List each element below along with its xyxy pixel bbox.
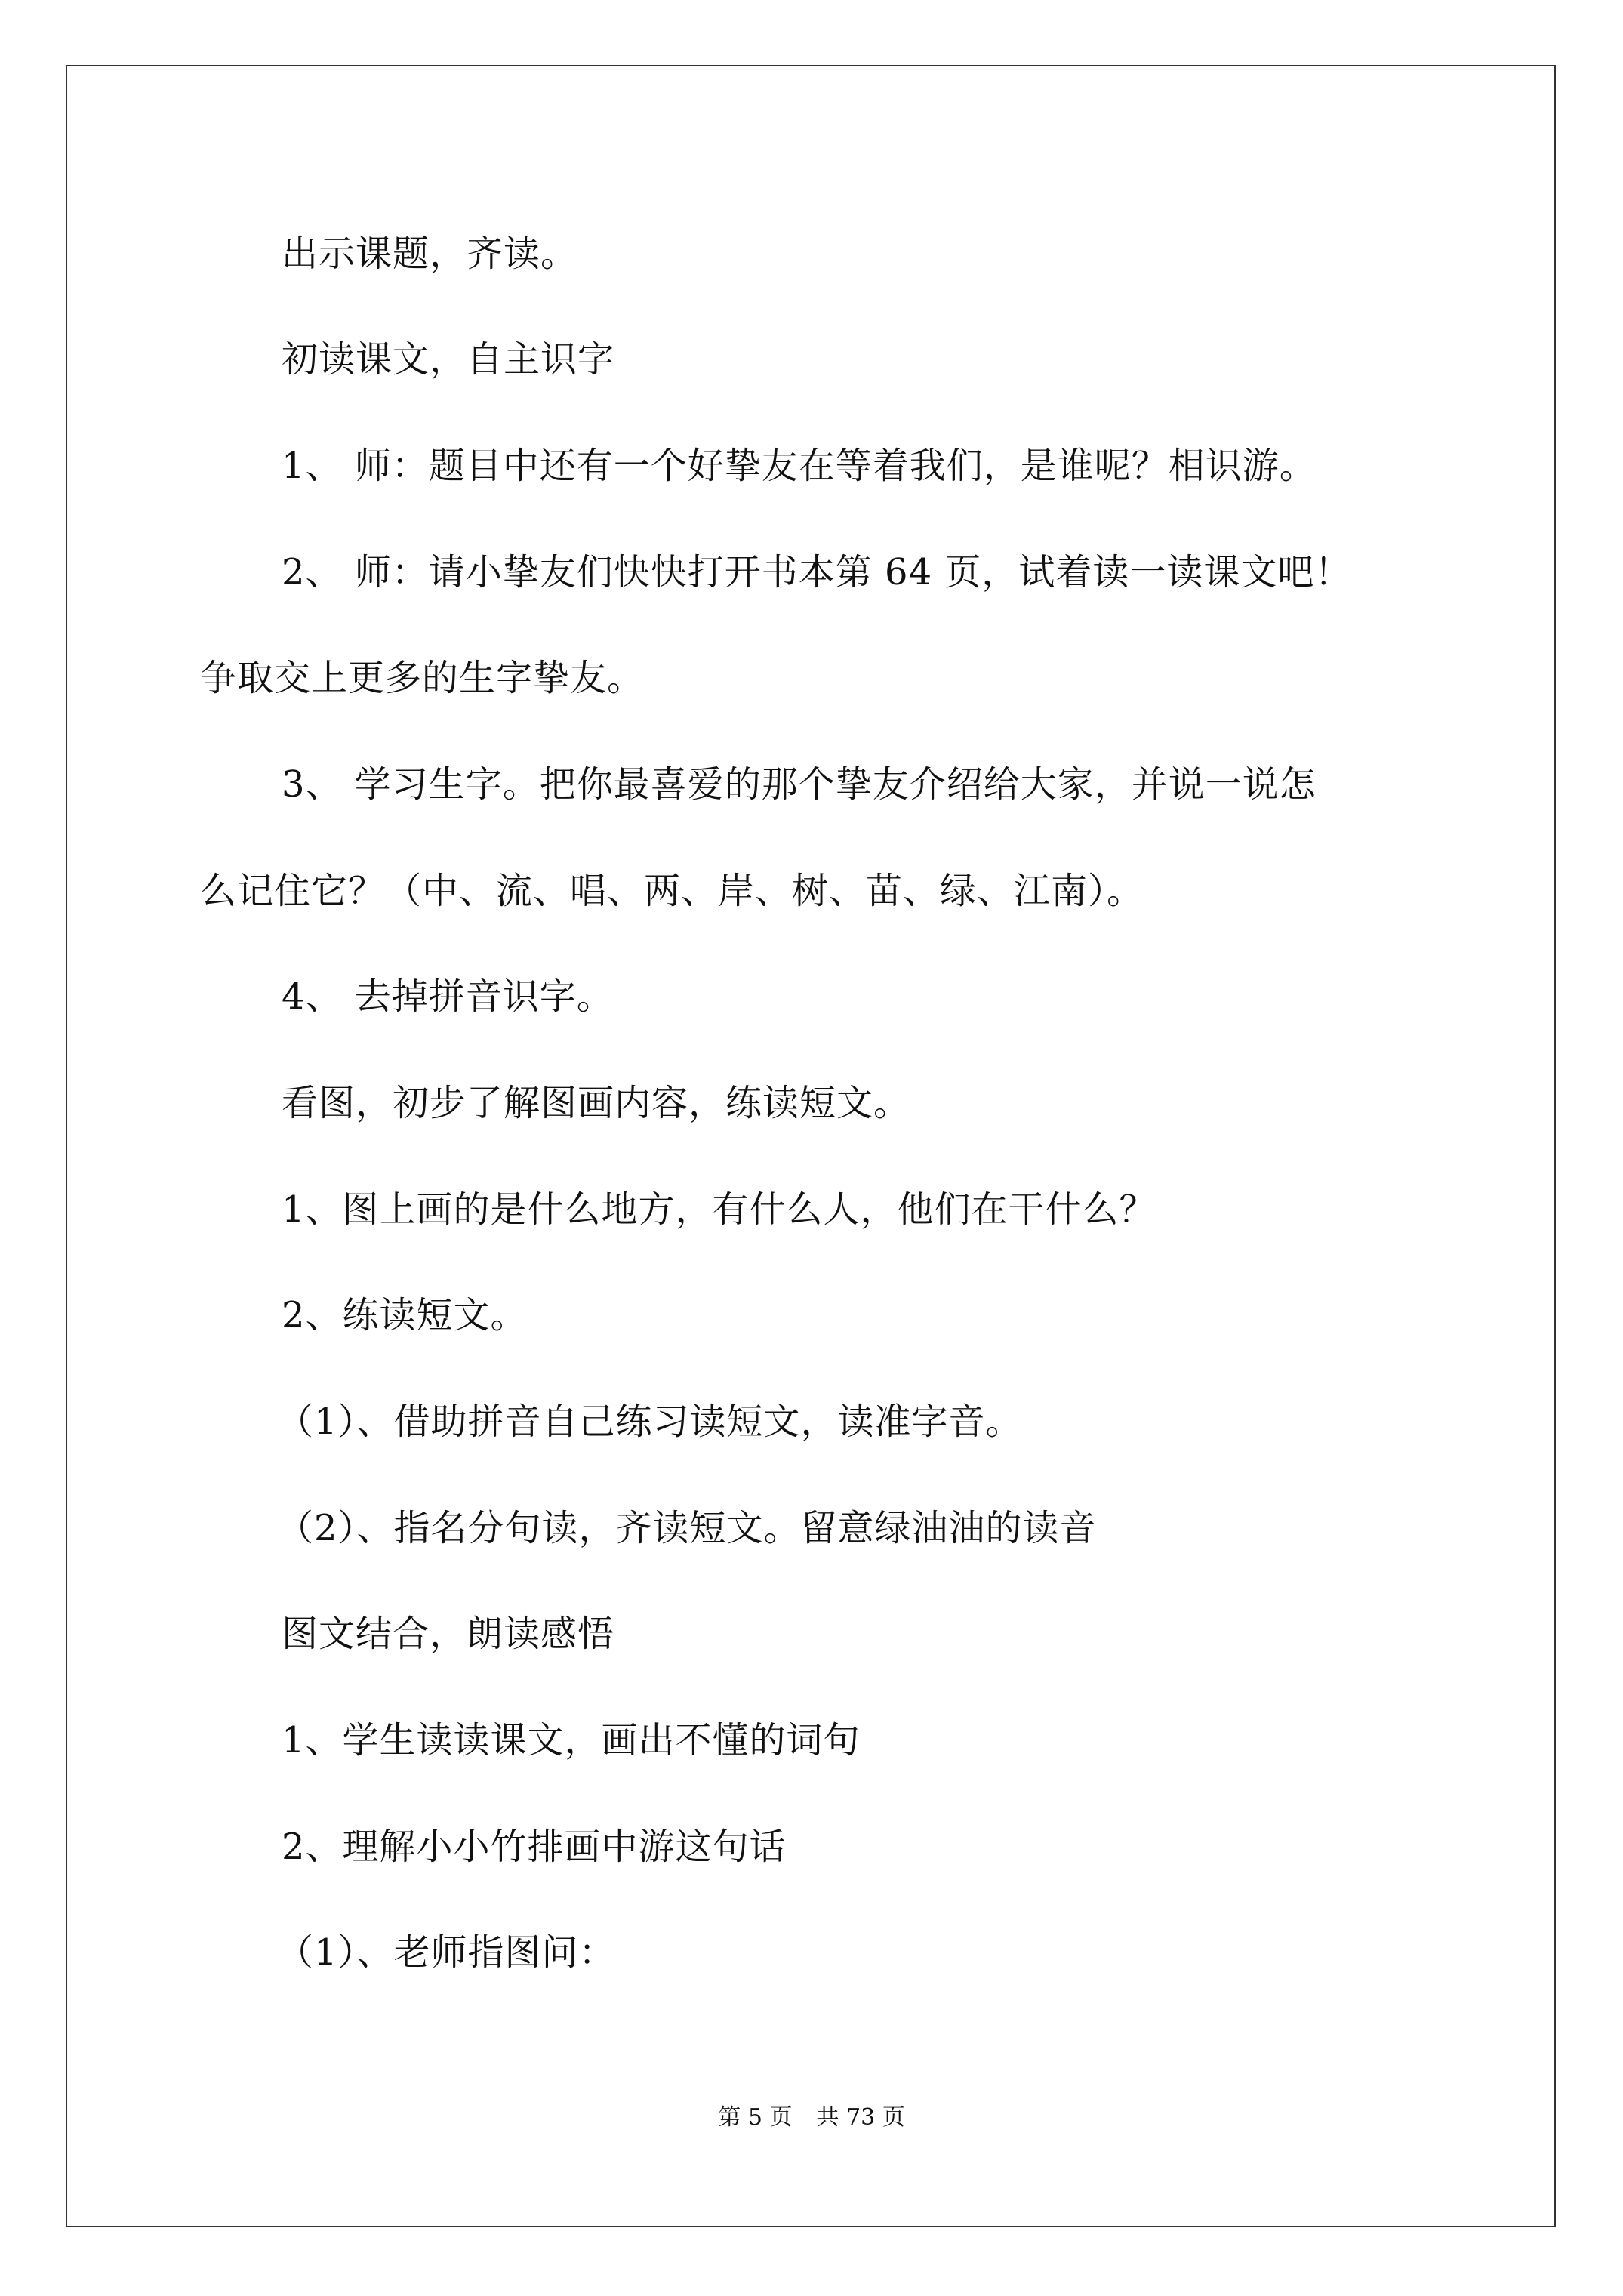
- page-footer: [0, 2103, 1623, 2133]
- text-line: 2、 师：请小挚友们快快打开书本第 64 页，试着读一读课文吧！: [282, 551, 1352, 593]
- text-line: 出示课题，齐读。: [282, 233, 578, 275]
- text-line: 初读课文，自主识字: [282, 338, 615, 381]
- text-line: 1、学生读读课文，画出不懂的词句: [282, 1719, 861, 1761]
- text-line: 1、 师：题目中还有一个好挚友在等着我们，是谁呢？相识游。: [282, 445, 1317, 487]
- text-line: 3、 学习生字。把你最喜爱的那个挚友介绍给大家，并说一说怎: [282, 763, 1317, 806]
- text-line: 么记住它？（中、流、唱、两、岸、树、苗、绿、江南）。: [200, 870, 1144, 912]
- page-number: 第 5 页: [718, 2104, 793, 2131]
- page-total: 共 73 页: [816, 2104, 905, 2131]
- text-line: 看图，初步了解图画内容，练读短文。: [282, 1082, 911, 1124]
- text-line: （1）、借助拼音自己练习读短文，读准字音。: [277, 1401, 1023, 1443]
- text-line: 4、 去掉拼音识字。: [282, 975, 614, 1018]
- text-line: 图文结合，朗读感悟: [282, 1613, 615, 1655]
- text-line: 争取交上更多的生字挚友。: [200, 657, 645, 699]
- text-line: （1）、老师指图问：: [277, 1931, 616, 1974]
- text-line: 2、练读短文。: [282, 1294, 528, 1336]
- text-line: （2）、指名分句读，齐读短文。留意绿油油的读音: [277, 1507, 1097, 1549]
- text-line: 1、图上画的是什么地方，有什么人，他们在干什么？: [282, 1188, 1156, 1231]
- text-line: 2、理解小小竹排画中游这句话: [282, 1826, 787, 1868]
